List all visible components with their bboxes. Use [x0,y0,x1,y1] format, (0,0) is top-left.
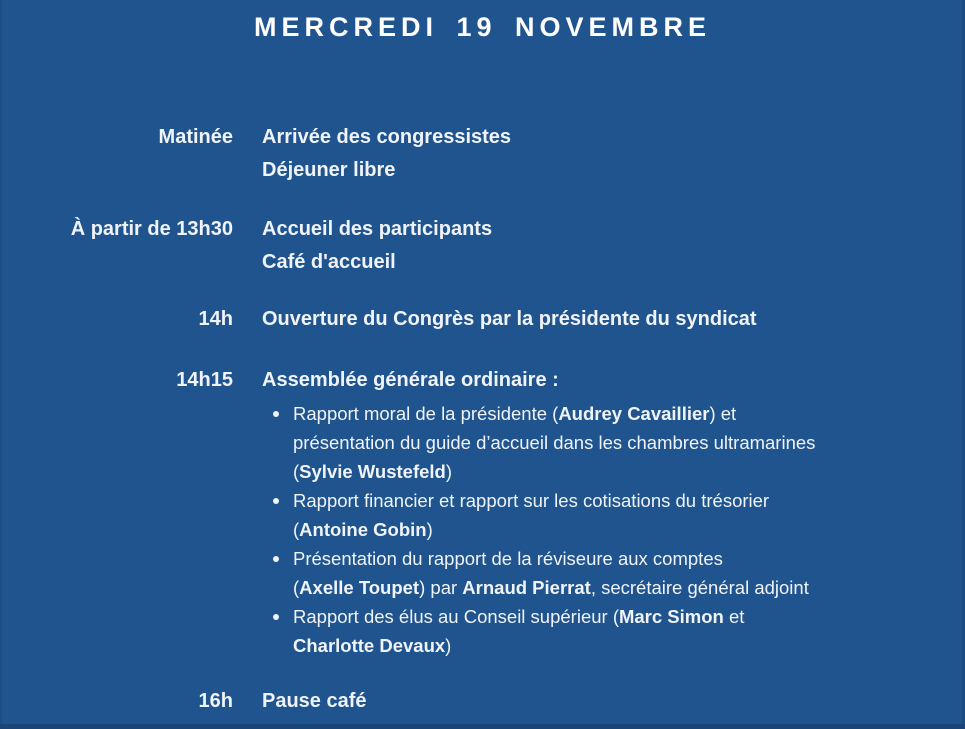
row-description [262,685,367,718]
bullet-icon [273,556,279,562]
description-line: Assemblée générale ordinaire : [262,369,559,391]
text-segment: présentation du guide d’accueil dans les chambres ultramarines [293,432,816,453]
time-label: À partir de 13h30 [70,218,233,240]
row-description [262,364,815,660]
row-description [262,213,492,279]
bullet-line [293,573,809,602]
person-name: Marc Simon [618,606,724,627]
bullet-text [293,602,744,660]
bullet-icon [273,614,279,620]
text-segment: Rapport des élus au Conseil supérieur ( [293,606,619,627]
schedule-row [0,303,965,336]
text-segment: ( [293,577,300,598]
time-label: Matinée [158,126,233,148]
description-line: Pause café [262,690,367,712]
row-description [262,303,757,336]
text-segment: Rapport moral de la présidente ( [293,403,559,424]
schedule-row [0,121,965,187]
bullet-text [293,486,769,544]
text-segment: ( [293,461,300,482]
bullet-line [293,428,815,457]
description-line: Accueil des participants [262,218,493,240]
row-description [262,121,511,187]
bullet-line [293,486,769,515]
time-label: 14h15 [176,369,233,391]
text-segment: ) et [709,403,737,424]
bullet-line [293,631,744,660]
bullet-icon [273,498,279,504]
schedule-row [0,685,965,718]
bullet-text [293,399,815,486]
bullet-line [293,457,815,486]
text-segment: et [723,606,745,627]
bullet-item [273,399,815,486]
description-line: Ouverture du Congrès par la présidente du syndicat [262,308,757,330]
person-name: Arnaud Pierrat [462,577,591,598]
bullet-line [293,602,744,631]
bullet-text [293,544,809,602]
time-label: 14h [198,308,233,330]
bullet-line [293,399,815,428]
description-line: Arrivée des congressistes [262,126,512,148]
text-segment: ) [426,519,433,540]
person-name: Audrey Cavaillier [558,403,710,424]
text-segment: ( [293,519,300,540]
text-segment: ) [445,635,452,656]
person-name: Charlotte Devaux [293,635,446,656]
bullet-line [293,515,769,544]
agenda-bullets [262,399,815,660]
person-name: Axelle Toupet [299,577,420,598]
bullet-item [273,544,815,602]
person-name: Sylvie Wustefeld [299,461,446,482]
bullet-item [273,486,815,544]
person-name: Antoine Gobin [299,519,427,540]
text-segment: , secrétaire général adjoint [590,577,809,598]
text-segment: ) [445,461,453,482]
text-segment: Présentation du rapport de la réviseure aux comptes [293,548,723,569]
text-segment: ) par [419,577,463,598]
schedule-row [0,213,965,279]
bullet-item [273,602,815,660]
description-line: Déjeuner libre [262,159,396,181]
bullet-icon [273,411,279,417]
schedule-row [0,364,965,660]
page-title: MERCREDI 19 NOVEMBRE [253,12,712,42]
description-line: Café d'accueil [262,251,396,273]
bullet-line [293,544,809,573]
time-label: 16h [198,690,233,712]
text-segment: Rapport financier et rapport sur les cotisations du trésorier [293,490,770,511]
